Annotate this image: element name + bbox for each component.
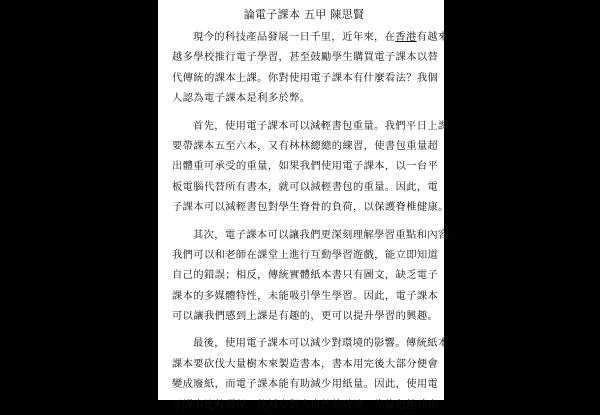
text-line: 可以讓我們感到上課是有趣的，更可以提升學習的興趣。 <box>172 310 439 323</box>
text-line: 代傳統的課本上課。你對使用電子課本有什麼看法？我個 <box>172 71 439 84</box>
text-line: 子課本比較環保，能減少對大自然的破壞，為綠色地球出 <box>172 398 439 411</box>
document-page <box>158 0 460 411</box>
paragraph-1 <box>172 27 449 109</box>
text-line: 人認為電子課本是利多於弊。 <box>172 92 311 105</box>
text-line: 變成廢紙，而電子課本能有助減少用紙量。因此，使用電 <box>172 378 439 391</box>
essay-title: 論電子課本 五甲 陳思賢 <box>243 8 365 21</box>
paragraph-2 <box>172 116 449 218</box>
text-line: 我們可以和老師在課堂上進行互動學習遊戲，能立即知道 <box>172 248 439 261</box>
text-line: 子課本可以減輕書包對學生脊骨的負荷，以保護脊椎健康。 <box>172 201 449 214</box>
text-line: 越多學校推行電子學習，甚至鼓勵學生購買電子課本以替 <box>172 51 439 64</box>
text-line: 首先，使用電子課本可以減輕書包重量。我們平日上課 <box>193 119 449 132</box>
text-line: 課本的多媒體特性，未能吸引學生學習。因此，電子課本 <box>172 289 439 302</box>
text-line: 最後，使用電子課本可以減少對環境的影響。傳統紙本 <box>193 337 449 350</box>
text-line: 其次，電子課本可以讓我們更深刻理解學習重點和內容。 <box>193 228 460 241</box>
text-line: 要帶課本五至六本，又有林林總總的練習，使書包重量超 <box>172 139 439 152</box>
paragraph-3 <box>172 225 460 327</box>
text-line: 課本要砍伐大量樹木來製造書本，書本用完後大部分便會 <box>172 357 439 370</box>
text-line: 現今的科技產品發展一日千里，近年來，在香港有越來 <box>193 31 449 43</box>
text-line: 板電腦代替所有書本，就可以減輕書包的重量。因此，電 <box>172 180 439 193</box>
text-line: 出體重可承受的重量，如果我們使用電子課本，以一台平 <box>172 160 439 173</box>
text-line: 自己的錯誤；相反，傳統實體紙本書只有圖文，缺乏電子 <box>172 269 439 282</box>
place-name-underlined: 香港 <box>395 31 417 43</box>
paragraph-4 <box>172 333 449 415</box>
